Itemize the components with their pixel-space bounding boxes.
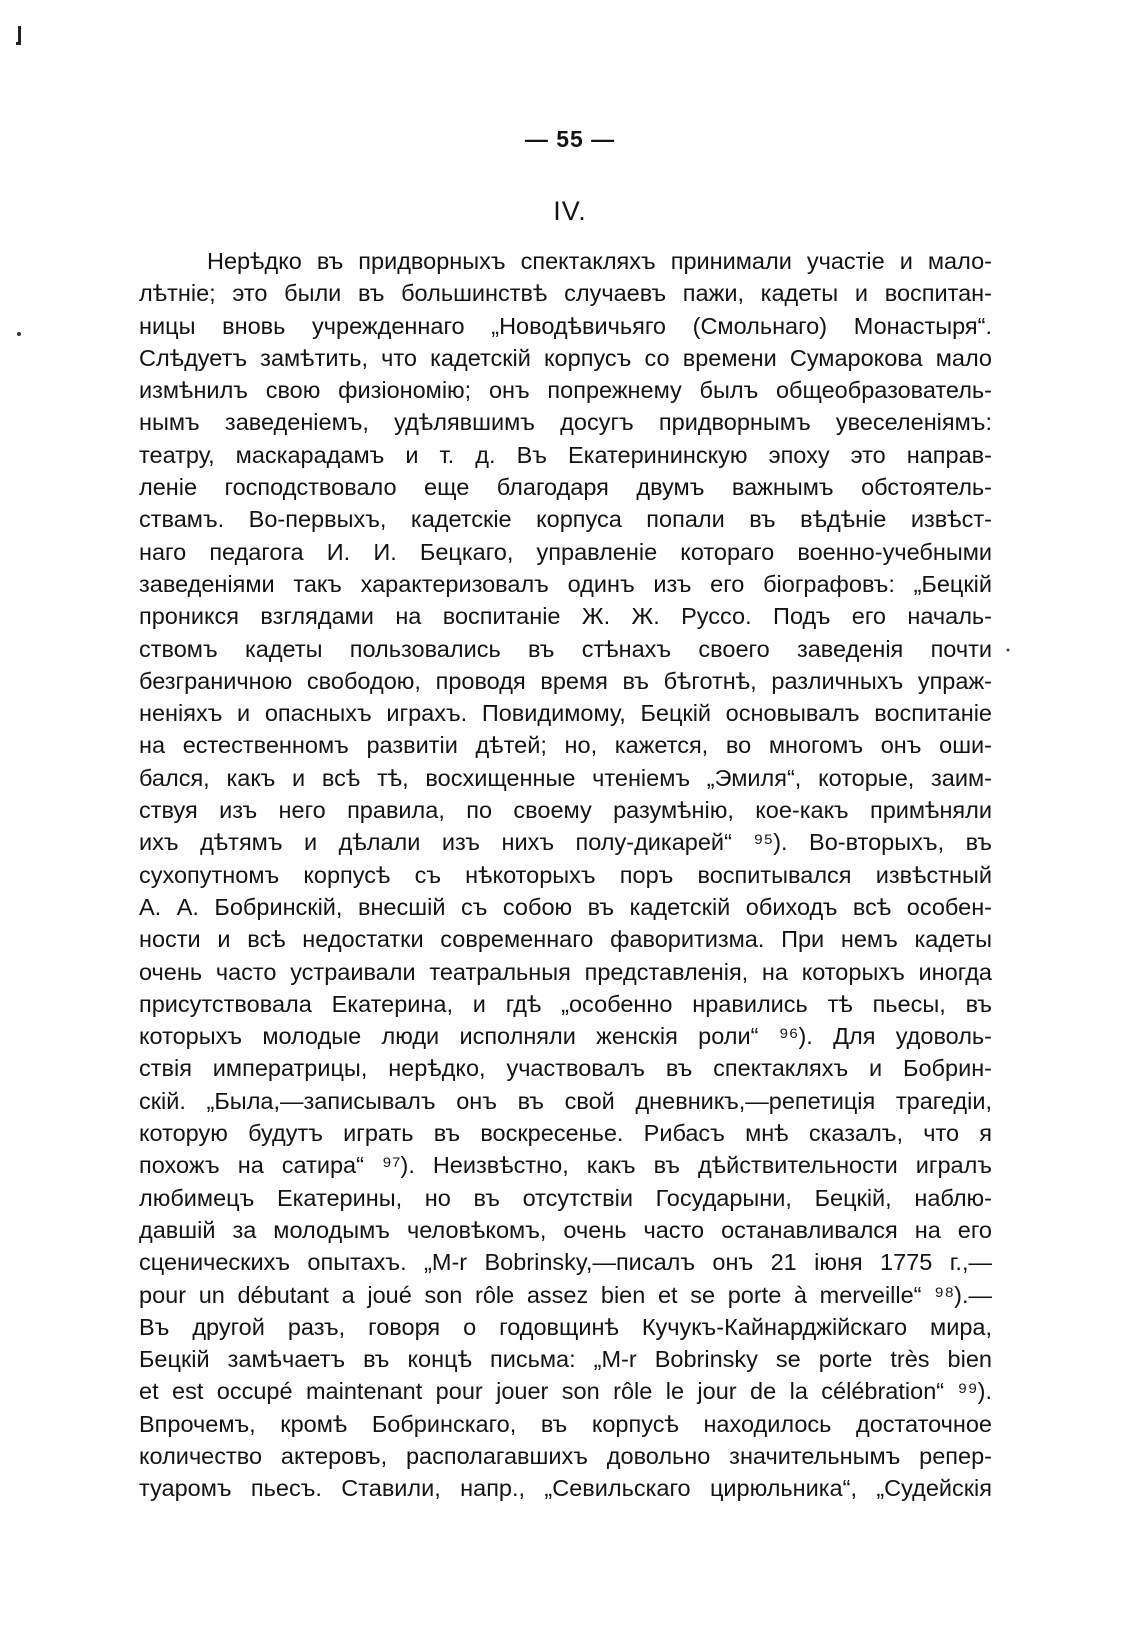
text-line: бался, какъ и всѣ тѣ, восхищенные чтеніемъ „Эмиля“, которые, заим- [139,764,992,791]
text-line: количество актеровъ, располагавшихъ довольно значительнымъ репер- [139,1442,992,1469]
text-line: на естественномъ развитіи дѣтей; но, кажется, во многомъ онъ оши- [139,732,992,759]
text-line: et est occupé maintenant pour jouer son rôle le jour de la célébration“ ⁹⁹). [139,1378,992,1405]
text-line: ности и всѣ недостатки современнаго фаворитизма. При немъ кадеты [139,926,992,953]
text-line: которую будутъ играть въ воскресенье. Рибасъ мнѣ сказалъ, что я [139,1120,992,1147]
page-number: — 55 — [524,126,616,152]
text-line: А. А. Бобринскій, внесшій съ собою въ кадетскій обиходъ всѣ особен- [139,893,992,920]
text-line: нымъ заведеніемъ, удѣлявшимъ досугъ придворнымъ увеселеніямъ: [139,409,992,436]
text-line: очень часто устраивали театральныя представленія, на которыхъ иногда [139,958,992,985]
text-line: ницы вновь учрежденнаго „Новодѣвичьяго (Смольнаго) Монастыря“. [139,312,992,339]
text-line: ствія императрицы, нерѣдко, участвовалъ въ спектакляхъ и Бобрин- [139,1055,992,1082]
text-line: туаромъ пьесъ. Ставили, напр., „Севильскаго цирюльника“, „Судейскія [139,1475,992,1502]
text-line: леніе господствовало еще благодаря двумъ важнымъ обстоятель- [139,474,992,501]
text-line: Нерѣдко въ придворныхъ спектакляхъ принимали участіе и мало- [207,248,992,274]
text-line: безграничною свободою, проводя время въ бѣготнѣ, различныхъ упраж- [139,667,992,694]
text-line: Въ другой разъ, говоря о годовщинѣ Кучукъ-Кайнарджійскаго мира, [139,1313,992,1340]
text-line: скій. „Была,—записывалъ онъ въ свой дневникъ,—репетиція трагедіи, [139,1087,992,1114]
text-line: давшій за молодымъ человѣкомъ, очень часто останавливался на его [139,1216,992,1243]
text-line: которыхъ молодые люди исполняли женскія роли“ ⁹⁶). Для удоволь- [139,1023,992,1050]
text-line: ствуя изъ него правила, по своему разумѣнію, кое-какъ примѣняли [139,797,992,824]
scan-speck-right [1007,649,1010,652]
scan-mark-top-left [18,26,21,42]
text-line: измѣнилъ свою физіономію; онъ попрежнему былъ общеобразователь- [139,377,992,404]
body-paragraph [139,245,992,1505]
text-line: pour un débutant a joué son rôle assez bien et se porte à merveille“ ⁹⁸).— [139,1281,992,1308]
text-line: лѣтніе; это были въ большинствѣ случаевъ пажи, кадеты и воспитан- [139,280,992,307]
text-line: проникся взглядами на воспитаніе Ж. Ж. Руссо. Подъ его началь- [139,603,992,630]
text-line: ствомъ кадеты пользовались въ стѣнахъ своего заведенія почти [139,635,992,662]
text-line: ствамъ. Во-первыхъ, кадетскіе корпуса попали въ вѣдѣніе извѣст- [139,506,992,533]
text-line: сценическихъ опытахъ. „M-r Bobrinsky,—писалъ онъ 21 іюня 1775 г.,— [139,1249,992,1276]
text-line: неніяхъ и опасныхъ играхъ. Повидимому, Бецкій основывалъ воспитаніе [139,700,992,727]
text-line: Впрочемъ, кромѣ Бобринскаго, въ корпусѣ находилось достаточное [139,1410,992,1437]
scan-mark-top-left-2 [16,42,21,45]
scan-speck-left [17,332,21,336]
text-line: похожъ на сатира“ ⁹⁷). Неизвѣстно, какъ въ дѣйствительности игралъ [139,1152,992,1179]
text-line: Слѣдуетъ замѣтить, что кадетскій корпусъ со времени Сумарокова мало [139,344,992,371]
text-line: Бецкій замѣчаетъ въ концѣ письма: „M-r Bobrinsky se porte très bien [139,1346,992,1373]
text-line: присутствовала Екатерина, и гдѣ „особенно нравились тѣ пьесы, въ [139,990,992,1017]
text-line: наго педагога И. И. Бецкаго, управленіе котораго военно-учебными [139,538,992,565]
chapter-heading: IV. [553,196,587,226]
text-line: любимецъ Екатерины, но въ отсутствіи Государыни, Бецкій, наблю- [139,1184,992,1211]
text-line: театру, маскарадамъ и т. д. Въ Екатерининскую эпоху это направ- [139,441,992,468]
text-line: ихъ дѣтямъ и дѣлали изъ нихъ полу-дикарей“ ⁹⁵). Во-вторыхъ, въ [139,829,992,856]
text-line: заведеніями такъ характеризовалъ одинъ изъ его біографовъ: „Бецкій [139,570,992,597]
text-line: сухопутномъ корпусѣ съ нѣкоторыхъ поръ воспитывался извѣстный [139,861,992,888]
